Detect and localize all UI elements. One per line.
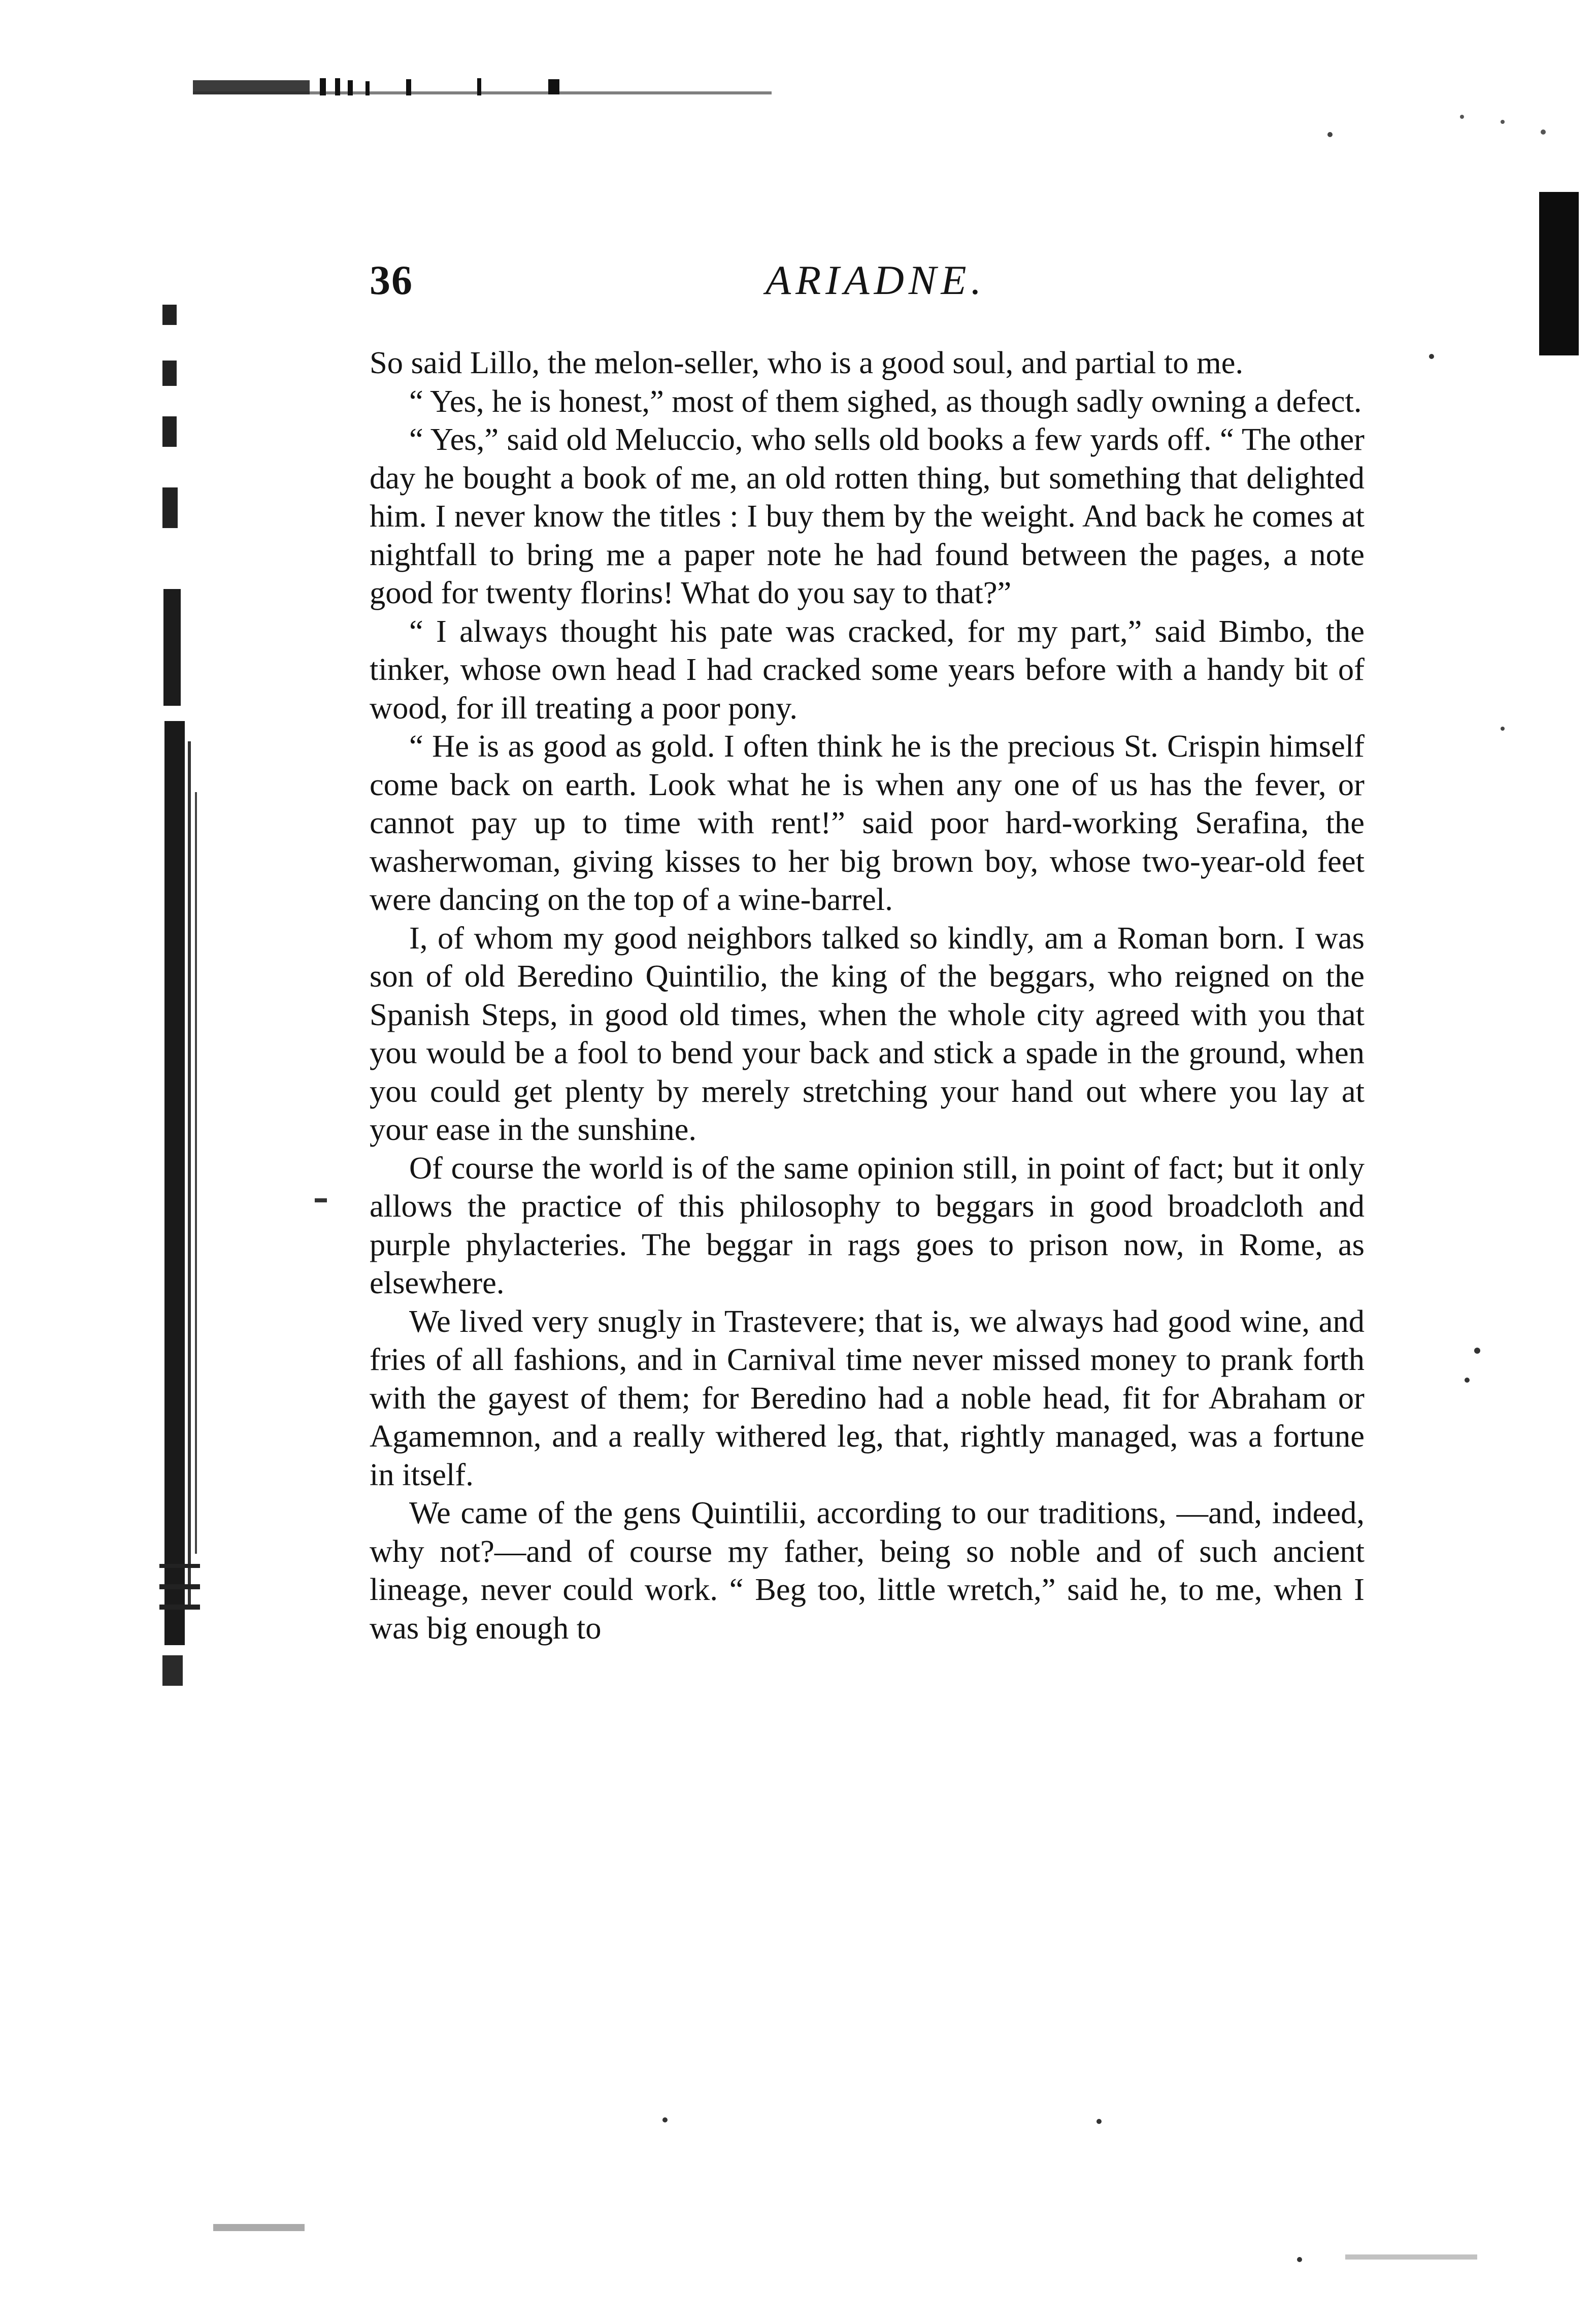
paragraph: I, of whom my good neighbors talked so kindly, am a Roman born. I was son of old Beredino Quintilio, the king of the beggars, who reigned on the Spanish Steps, in good old times, when the whole city agreed with you that you would be a fool to bend your back and stick a spade in the ground, when you could get plenty by merely stretching your hand out where you lay at your ease in the sunshine. [370,920,1365,1147]
scan-edge-artifact [193,76,772,112]
paragraph: “ Yes,” said old Meluccio, who sells old books a few yards off. “ The other day he bought a book of me, an old rotten thing, but something that delighted him. I never know the titles : I buy them by the weight. And back he comes at nightfall to bring me a paper note he had found between the pages, a note good for twenty florins! What do you say to that?” [370,421,1365,610]
paragraph: “ I always thought his pate was cracked, for my part,” said Bimbo, the tinker, whose own head I had cracked some years before with a handy bit of wood, for ill treating a poor pony. [370,613,1365,726]
paragraph: “ He is as good as gold. I often think he is the precious St. Crispin himself come back on earth. Look what he is when any one of us has the fever, or cannot pay up to time with rent!” said poor hard-working Serafina, the washerwoman, giving kisses to her big brown boy, whose two-year-old feet were dancing on the top of a wine-barrel. [370,728,1365,917]
running-title: ARIADNE. [766,257,986,303]
paragraph: Of course the world is of the same opinion still, in point of fact; but it only allows the practice of this philosophy to beggars in good broadcloth and purple phylacteries. The beggar in rags goes to prison now, in Rome, as elsewhere. [370,1150,1365,1300]
page-number: 36 [370,257,413,303]
running-head [370,256,1365,317]
margin-ink-mark [1539,192,1579,355]
paragraph: So said Lillo, the melon-seller, who is a good soul, and partial to me. [370,345,1244,380]
page-content [370,256,1365,1647]
paragraph: We lived very snugly in Trastevere; that is, we always had good wine, and fries of all fashions, and in Carnival time never missed money to prank forth with the gayest of them; for Beredino had a noble head, fit for Abraham or Agamemnon, and a really withered leg, that, rightly managed, was a fortune in itself. [370,1303,1365,1492]
binding-edge-artifact [152,284,208,1757]
paragraph: “ Yes, he is honest,” most of them sighed, as though sadly owning a defect. [409,383,1362,419]
body-text [370,344,1365,1647]
paragraph: We came of the gens Quintilii, according to our traditions, —and, indeed, why not?—and of course my father, being so noble and of such ancient lineage, never could work. “ Beg too, little wretch,” said he, to me, when I was big enough to [370,1495,1365,1646]
